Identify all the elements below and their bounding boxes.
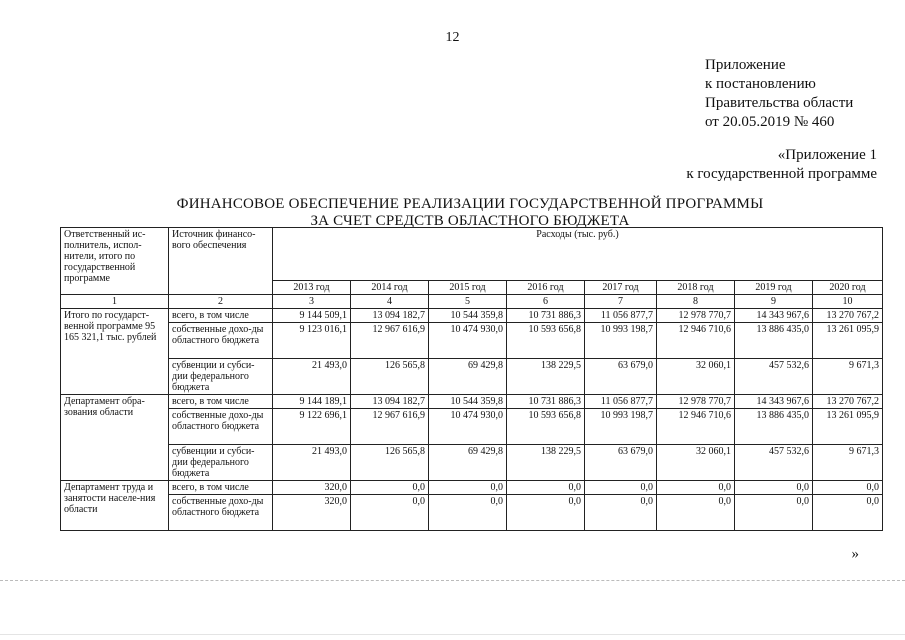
value-cell: 12 946 710,6	[657, 409, 735, 445]
header-year: 2017 год	[585, 281, 657, 295]
value-cell: 10 593 656,8	[507, 409, 585, 445]
source-cell: собственные дохо-ды областного бюджета	[169, 409, 273, 445]
value-cell: 0,0	[351, 481, 429, 495]
page-number: 12	[445, 30, 460, 45]
header-year: 2015 год	[429, 281, 507, 295]
table-row	[61, 323, 883, 359]
header-year: 2013 год	[273, 281, 351, 295]
header-expenses: Расходы (тыс. руб.)	[273, 228, 883, 281]
value-cell: 320,0	[273, 495, 351, 531]
table-row	[61, 409, 883, 445]
value-cell: 13 886 435,0	[735, 409, 813, 445]
value-cell: 10 474 930,0	[429, 409, 507, 445]
table-row	[61, 481, 883, 495]
value-cell: 14 343 967,6	[735, 395, 813, 409]
appendix-line: Приложение	[705, 57, 786, 73]
value-cell: 0,0	[351, 495, 429, 531]
title-line: ФИНАНСОВОЕ ОБЕСПЕЧЕНИЕ РЕАЛИЗАЦИИ ГОСУДАРСТВЕННОЙ ПРОГРАММЫ	[176, 196, 764, 212]
value-cell: 21 493,0	[273, 359, 351, 395]
responsible-cell: Департамент обра-зования области	[61, 395, 169, 481]
value-cell: 0,0	[507, 495, 585, 531]
value-cell: 126 565,8	[351, 359, 429, 395]
source-cell: собственные дохо-ды областного бюджета	[169, 495, 273, 531]
table-row	[61, 445, 883, 481]
header-row	[61, 228, 883, 281]
value-cell: 69 429,8	[429, 445, 507, 481]
value-cell: 13 261 095,9	[813, 409, 883, 445]
value-cell: 21 493,0	[273, 445, 351, 481]
appendix-line: к постановлению	[705, 76, 816, 92]
source-cell: собственные дохо-ды областного бюджета	[169, 323, 273, 359]
table-row	[61, 495, 883, 531]
value-cell: 63 679,0	[585, 445, 657, 481]
value-cell: 0,0	[657, 481, 735, 495]
value-cell: 10 474 930,0	[429, 323, 507, 359]
value-cell: 10 593 656,8	[507, 323, 585, 359]
value-cell: 0,0	[735, 481, 813, 495]
appendix-line: от 20.05.2019 № 460	[705, 114, 835, 130]
value-cell: 10 731 886,3	[507, 309, 585, 323]
value-cell: 9 122 696,1	[273, 409, 351, 445]
financing-table	[60, 227, 883, 531]
source-cell: всего, в том числе	[169, 481, 273, 495]
value-cell: 11 056 877,7	[585, 309, 657, 323]
table-row	[61, 359, 883, 395]
column-number: 3	[273, 295, 351, 309]
source-cell: субвенции и субси-дии федерального бюджета	[169, 359, 273, 395]
document-title	[120, 196, 820, 230]
value-cell: 13 094 182,7	[351, 309, 429, 323]
value-cell: 69 429,8	[429, 359, 507, 395]
scan-edge-line	[0, 580, 905, 581]
appendix-block	[705, 56, 853, 132]
value-cell: 126 565,8	[351, 445, 429, 481]
value-cell: 13 886 435,0	[735, 323, 813, 359]
value-cell: 0,0	[813, 495, 883, 531]
header-year: 2020 год	[813, 281, 883, 295]
column-number: 8	[657, 295, 735, 309]
value-cell: 9 671,3	[813, 359, 883, 395]
column-number: 9	[735, 295, 813, 309]
value-cell: 32 060,1	[657, 359, 735, 395]
column-number: 6	[507, 295, 585, 309]
value-cell: 11 056 877,7	[585, 395, 657, 409]
closing-quote: »	[851, 546, 859, 562]
value-cell: 10 544 359,8	[429, 309, 507, 323]
appendix-reference	[686, 146, 877, 184]
column-number: 4	[351, 295, 429, 309]
value-cell: 12 978 770,7	[657, 309, 735, 323]
appendix-ref-line: к государственной программе	[686, 166, 877, 182]
header-year: 2014 год	[351, 281, 429, 295]
value-cell: 9 671,3	[813, 445, 883, 481]
table-row	[61, 309, 883, 323]
value-cell: 13 270 767,2	[813, 309, 883, 323]
responsible-cell: Департамент труда и занятости населе-ния области	[61, 481, 169, 531]
value-cell: 0,0	[429, 495, 507, 531]
source-cell: всего, в том числе	[169, 395, 273, 409]
value-cell: 0,0	[813, 481, 883, 495]
value-cell: 9 144 189,1	[273, 395, 351, 409]
value-cell: 13 094 182,7	[351, 395, 429, 409]
value-cell: 12 967 616,9	[351, 409, 429, 445]
value-cell: 0,0	[585, 481, 657, 495]
column-number: 7	[585, 295, 657, 309]
column-number: 1	[61, 295, 169, 309]
value-cell: 0,0	[429, 481, 507, 495]
title-line: ЗА СЧЕТ СРЕДСТВ ОБЛАСТНОГО БЮДЖЕТА	[310, 213, 630, 229]
responsible-cell: Итого по государст-венной программе 95 165 321,1 тыс. рублей	[61, 309, 169, 395]
value-cell: 457 532,6	[735, 359, 813, 395]
header-year: 2016 год	[507, 281, 585, 295]
source-cell: субвенции и субси-дии федерального бюджета	[169, 445, 273, 481]
column-number: 10	[813, 295, 883, 309]
value-cell: 9 123 016,1	[273, 323, 351, 359]
value-cell: 0,0	[657, 495, 735, 531]
value-cell: 12 946 710,6	[657, 323, 735, 359]
value-cell: 63 679,0	[585, 359, 657, 395]
column-number-row	[61, 295, 883, 309]
header-year: 2018 год	[657, 281, 735, 295]
appendix-line: Правительства области	[705, 95, 854, 111]
header-responsible: Ответственный ис-полнитель, испол-нители, итого по государственной программе	[61, 228, 169, 295]
value-cell: 320,0	[273, 481, 351, 495]
value-cell: 13 270 767,2	[813, 395, 883, 409]
value-cell: 10 731 886,3	[507, 395, 585, 409]
value-cell: 14 343 967,6	[735, 309, 813, 323]
appendix-ref-line: «Приложение 1	[777, 147, 877, 163]
value-cell: 0,0	[585, 495, 657, 531]
value-cell: 12 967 616,9	[351, 323, 429, 359]
value-cell: 9 144 509,1	[273, 309, 351, 323]
value-cell: 10 544 359,8	[429, 395, 507, 409]
scan-edge-line	[0, 634, 905, 635]
value-cell: 32 060,1	[657, 445, 735, 481]
value-cell: 457 532,6	[735, 445, 813, 481]
column-number: 5	[429, 295, 507, 309]
source-cell: всего, в том числе	[169, 309, 273, 323]
header-year: 2019 год	[735, 281, 813, 295]
value-cell: 0,0	[735, 495, 813, 531]
header-source: Источник финансо-вого обеспечения	[169, 228, 273, 295]
value-cell: 0,0	[507, 481, 585, 495]
value-cell: 10 993 198,7	[585, 409, 657, 445]
value-cell: 138 229,5	[507, 359, 585, 395]
value-cell: 13 261 095,9	[813, 323, 883, 359]
value-cell: 12 978 770,7	[657, 395, 735, 409]
table-row	[61, 395, 883, 409]
value-cell: 10 993 198,7	[585, 323, 657, 359]
value-cell: 138 229,5	[507, 445, 585, 481]
column-number: 2	[169, 295, 273, 309]
